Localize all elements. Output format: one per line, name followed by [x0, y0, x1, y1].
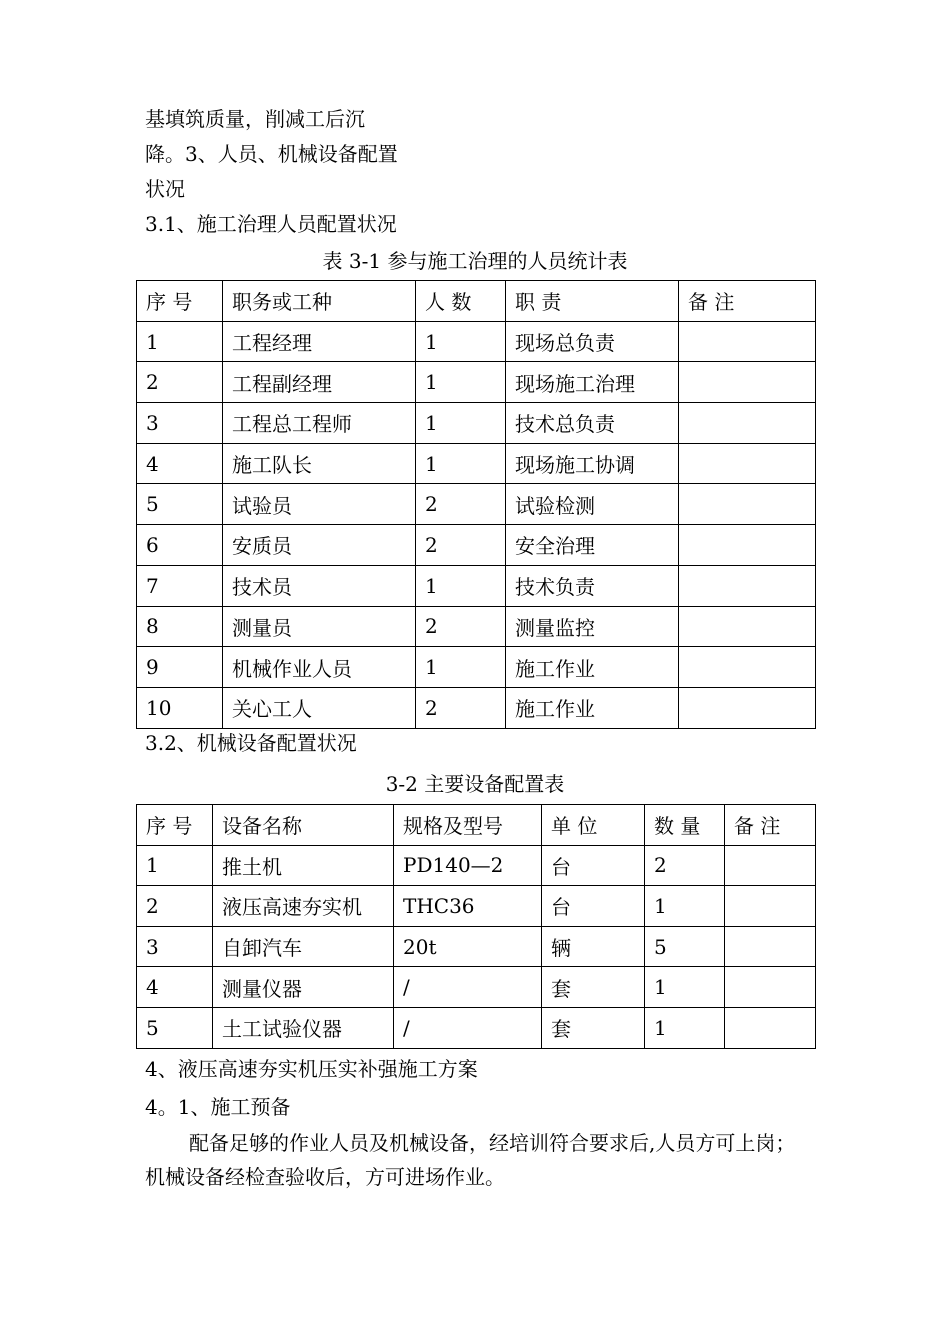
personnel-table-cell: 1 — [416, 565, 506, 606]
personnel-table-cell: 现场施工治理 — [506, 362, 679, 403]
personnel-table-cell: 1 — [416, 362, 506, 403]
personnel-table-cell: 施工队长 — [223, 443, 416, 484]
intro-line-1: 基填筑质量，削减工后沉 — [145, 107, 365, 131]
personnel-table-header-cell: 职务或工种 — [223, 281, 416, 322]
equipment-table-cell: PD140—2 — [394, 845, 542, 886]
personnel-table-cell: 现场施工协调 — [506, 443, 679, 484]
personnel-table-cell: 施工作业 — [506, 687, 679, 728]
equipment-table-header-cell: 设备名称 — [213, 805, 394, 846]
personnel-table-cell: 试验检测 — [506, 484, 679, 525]
equipment-table-cell: 液压高速夯实机 — [213, 886, 394, 927]
equipment-table-header-cell: 单 位 — [542, 805, 645, 846]
equipment-table-cell: 辆 — [542, 926, 645, 967]
personnel-table-row — [137, 687, 816, 728]
personnel-table-cell: 4 — [137, 443, 223, 484]
equipment-table-cell: 1 — [645, 886, 725, 927]
equipment-table-cell: 自卸汽车 — [213, 926, 394, 967]
personnel-table-row — [137, 647, 816, 688]
equipment-table-cell: 20t — [394, 926, 542, 967]
personnel-table-cell — [679, 321, 816, 362]
personnel-table-row — [137, 565, 816, 606]
section-heading-4-1: 4。1、施工预备 — [145, 1095, 291, 1119]
personnel-table-cell: 测量员 — [223, 606, 416, 647]
equipment-table-cell: 1 — [645, 967, 725, 1008]
personnel-table-cell — [679, 647, 816, 688]
personnel-table-header-cell: 职 责 — [506, 281, 679, 322]
equipment-table-cell: 土工试验仪器 — [213, 1007, 394, 1048]
equipment-table — [136, 804, 816, 1049]
personnel-table-cell — [679, 525, 816, 566]
personnel-table-cell: 1 — [416, 403, 506, 444]
personnel-table-cell: 测量监控 — [506, 606, 679, 647]
personnel-table-cell: 2 — [137, 362, 223, 403]
equipment-table-row — [137, 886, 816, 927]
equipment-table-header-row — [137, 805, 816, 846]
equipment-table-cell: 3 — [137, 926, 213, 967]
personnel-table-cell: 2 — [416, 525, 506, 566]
equipment-table-cell: 套 — [542, 967, 645, 1008]
personnel-table-cell: 关心工人 — [223, 687, 416, 728]
personnel-table-header-cell: 序 号 — [137, 281, 223, 322]
equipment-table-cell: 1 — [645, 1007, 725, 1048]
personnel-table-cell — [679, 403, 816, 444]
equipment-table-cell — [725, 967, 816, 1008]
section-heading-3-1: 3.1、施工治理人员配置状况 — [145, 212, 397, 236]
personnel-table-cell: 8 — [137, 606, 223, 647]
personnel-table-cell: 工程副经理 — [223, 362, 416, 403]
personnel-table-row — [137, 321, 816, 362]
personnel-table-cell: 10 — [137, 687, 223, 728]
equipment-table-row — [137, 845, 816, 886]
personnel-table-cell: 7 — [137, 565, 223, 606]
equipment-table-cell — [725, 845, 816, 886]
equipment-table-cell: 台 — [542, 845, 645, 886]
personnel-table-row — [137, 525, 816, 566]
body-paragraph: 配备足够的作业人员及机械设备，经培训符合要求后,人员方可上岗；机械设备经检查验收后，方可进场作业。 — [145, 1131, 796, 1189]
section-heading-3-2: 3.2、机械设备配置状况 — [145, 731, 357, 755]
equipment-table-header-cell: 序 号 — [137, 805, 213, 846]
personnel-table-cell: 现场总负责 — [506, 321, 679, 362]
personnel-table-cell — [679, 565, 816, 606]
equipment-table-cell: 测量仪器 — [213, 967, 394, 1008]
personnel-table-cell: 技术负责 — [506, 565, 679, 606]
personnel-table-cell: 技术总负责 — [506, 403, 679, 444]
equipment-table-cell: 1 — [137, 845, 213, 886]
equipment-table-cell: 台 — [542, 886, 645, 927]
personnel-table-cell: 技术员 — [223, 565, 416, 606]
personnel-table-cell: 工程经理 — [223, 321, 416, 362]
equipment-table-header-cell: 备 注 — [725, 805, 816, 846]
personnel-table-cell: 2 — [416, 484, 506, 525]
equipment-table-cell: 4 — [137, 967, 213, 1008]
equipment-table-cell — [725, 926, 816, 967]
equipment-table-cell: 5 — [137, 1007, 213, 1048]
personnel-table-row — [137, 443, 816, 484]
equipment-table-header-cell: 规格及型号 — [394, 805, 542, 846]
personnel-table-cell: 6 — [137, 525, 223, 566]
personnel-table-cell: 机械作业人员 — [223, 647, 416, 688]
equipment-table-cell: 2 — [137, 886, 213, 927]
intro-line-2: 降。3、人员、机械设备配置 — [145, 142, 398, 166]
equipment-table-cell: / — [394, 967, 542, 1008]
personnel-table-cell: 2 — [416, 687, 506, 728]
personnel-table-cell — [679, 484, 816, 525]
equipment-table-cell: 2 — [645, 845, 725, 886]
personnel-table-cell — [679, 362, 816, 403]
personnel-table-cell: 5 — [137, 484, 223, 525]
personnel-table-cell: 1 — [416, 443, 506, 484]
personnel-table-cell: 试验员 — [223, 484, 416, 525]
personnel-table-cell — [679, 443, 816, 484]
personnel-table-cell: 1 — [137, 321, 223, 362]
personnel-table-cell — [679, 606, 816, 647]
equipment-table-cell: 推土机 — [213, 845, 394, 886]
personnel-table-header-row — [137, 281, 816, 322]
personnel-table-cell: 安全治理 — [506, 525, 679, 566]
equipment-table-row — [137, 926, 816, 967]
personnel-table-cell: 工程总工程师 — [223, 403, 416, 444]
personnel-table-cell: 施工作业 — [506, 647, 679, 688]
equipment-table-cell: THC36 — [394, 886, 542, 927]
equipment-table-cell — [725, 1007, 816, 1048]
personnel-table-cell: 3 — [137, 403, 223, 444]
personnel-table-cell: 1 — [416, 321, 506, 362]
personnel-table — [136, 280, 816, 729]
table2-caption: 3-2 主要设备配置表 — [385, 772, 565, 796]
equipment-table-cell: 套 — [542, 1007, 645, 1048]
personnel-table-cell: 1 — [416, 647, 506, 688]
personnel-table-header-cell: 人 数 — [416, 281, 506, 322]
personnel-table-row — [137, 403, 816, 444]
personnel-table-cell: 安质员 — [223, 525, 416, 566]
equipment-table-cell — [725, 886, 816, 927]
personnel-table-row — [137, 362, 816, 403]
personnel-table-row — [137, 484, 816, 525]
personnel-table-row — [137, 606, 816, 647]
equipment-table-header-cell: 数 量 — [645, 805, 725, 846]
personnel-table-cell: 9 — [137, 647, 223, 688]
equipment-table-row — [137, 967, 816, 1008]
personnel-table-cell: 2 — [416, 606, 506, 647]
equipment-table-cell: 5 — [645, 926, 725, 967]
intro-line-3: 状况 — [145, 177, 185, 201]
personnel-table-cell — [679, 687, 816, 728]
personnel-table-header-cell: 备 注 — [679, 281, 816, 322]
equipment-table-row — [137, 1007, 816, 1048]
table1-caption: 表 3-1 参与施工治理的人员统计表 — [322, 249, 628, 273]
equipment-table-cell: / — [394, 1007, 542, 1048]
section-heading-4: 4、液压高速夯实机压实补强施工方案 — [145, 1057, 478, 1081]
